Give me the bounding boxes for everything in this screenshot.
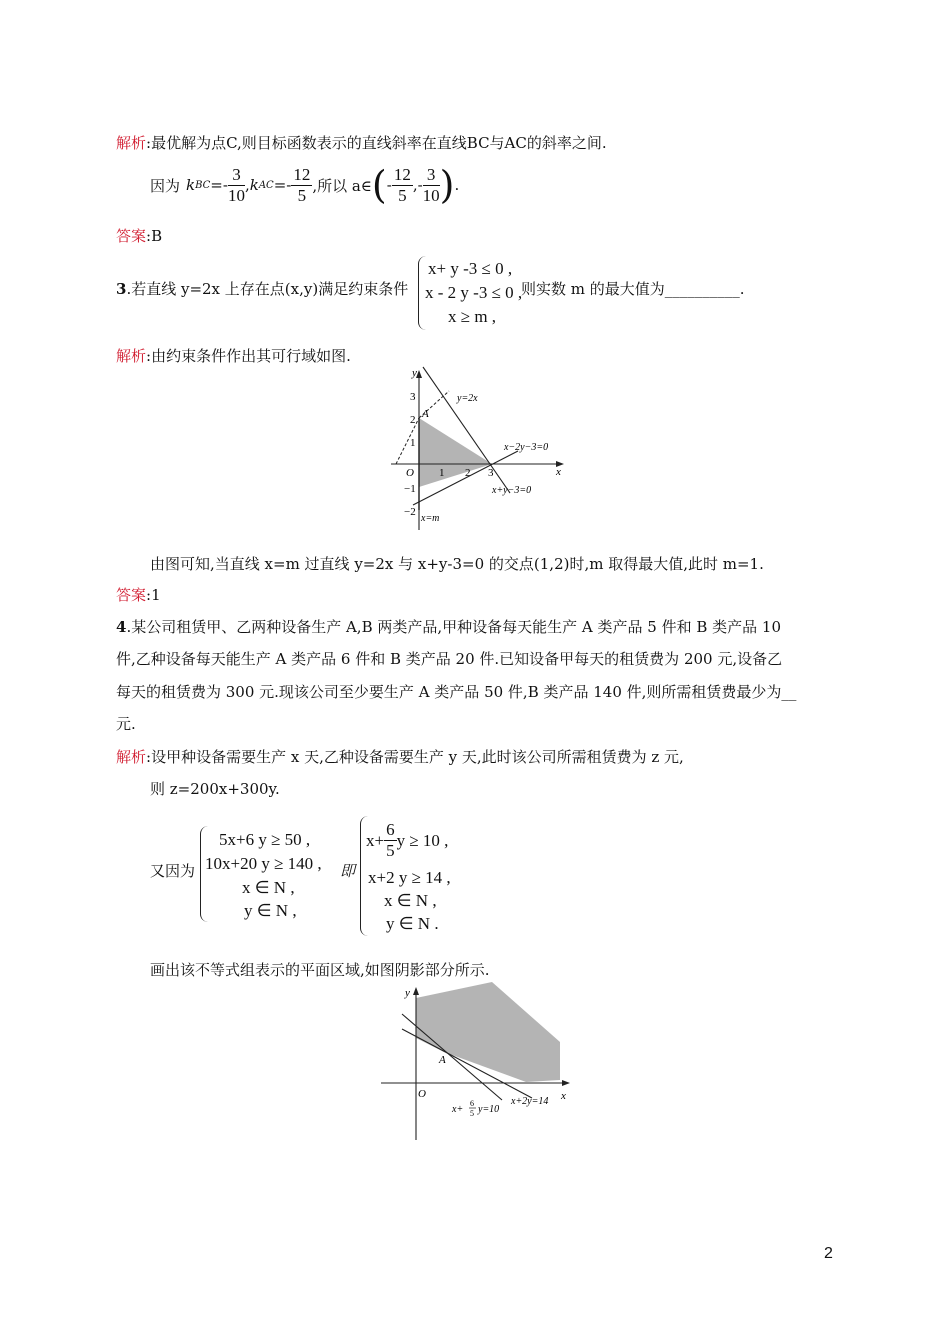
- fraction-numerator: 12: [293, 164, 311, 184]
- x-axis-arrow: [562, 1080, 570, 1086]
- answer-text: :B: [146, 227, 163, 245]
- inequality-right-1: [366, 820, 448, 861]
- question-4-line-2: 件,乙种设备每天能生产 A 类产品 6 件和 B 类产品 20 件.已知设备甲每天的租赁费为 200 元,设备乙: [116, 650, 783, 668]
- question-number: 4: [116, 618, 127, 636]
- analysis-label: 解析: [116, 748, 147, 766]
- analysis-paragraph-4: [116, 746, 684, 767]
- inequality-left-3: x ∈ N ,: [242, 878, 295, 897]
- analysis-text: :设甲种设备需要生产 x 天,乙种设备需要生产 y 天,此时该公司所需租赁费为 z 元,: [146, 748, 684, 766]
- page-number: 2: [824, 1245, 833, 1262]
- y-tick-label: −2: [404, 506, 416, 518]
- inequality-part: x+: [366, 830, 385, 850]
- question-4-line-3: 每天的租赁费为 300 元.现该公司至少要生产 A 类产品 50 件,B 类产品 140 件,则所需租赁费最少为__: [116, 683, 797, 701]
- question-text: 则实数 m 的最大值为: [521, 280, 665, 298]
- origin-label: O: [418, 1088, 426, 1100]
- inequality-left-2: 10x+20 y ≥ 140 ,: [205, 854, 322, 873]
- question-text: .某公司租赁甲、乙两种设备生产 A,B 两类产品,甲种设备每天能生产 A 类产品 5 件和 B 类产品 10: [126, 618, 781, 636]
- namely-text: 即: [340, 862, 356, 880]
- k-symbol: k: [186, 176, 196, 194]
- fraction-denominator: 5: [386, 841, 395, 860]
- equals-minus: =-: [273, 176, 292, 194]
- k-subscript: BC: [195, 179, 211, 191]
- point-a-label: A: [439, 1054, 446, 1066]
- fraction-numerator: 3: [423, 165, 440, 186]
- period: .: [454, 176, 460, 194]
- line-label-part: y=10: [478, 1104, 500, 1115]
- x-tick-label: 3: [488, 467, 494, 479]
- analysis-text: :最优解为点C,则目标函数表示的直线斜率在直线BC与AC的斜率之间.: [146, 134, 607, 152]
- analysis-paragraph-1: [116, 132, 607, 153]
- fraction-numerator: 12: [393, 164, 411, 184]
- cost-function: 则 z=200x+300y.: [150, 780, 280, 798]
- k-symbol: k: [249, 176, 259, 194]
- x-axis-label: x: [561, 1090, 566, 1102]
- fraction-6-5: [384, 820, 397, 861]
- fraction-3-10: [423, 165, 440, 206]
- system-brace-left: [200, 826, 209, 922]
- analysis-label: 解析: [116, 134, 147, 152]
- inequality-left-4: y ∈ N ,: [244, 901, 297, 920]
- fraction-3-10: [228, 165, 245, 206]
- fraction-denominator: 5: [398, 185, 407, 205]
- constraint-2: x - 2 y -3 ≤ 0 ,: [425, 283, 523, 302]
- question-number: 3: [116, 280, 127, 298]
- equals-minus: =-: [210, 176, 228, 194]
- constraint-1: x+ y -3 ≤ 0 ,: [428, 259, 513, 278]
- x-tick-label: 1: [439, 467, 445, 479]
- because-text: 因为: [150, 176, 181, 195]
- question-4-line-4: 元.: [116, 715, 136, 733]
- feasible-region-graph: [388, 365, 568, 533]
- line-label-y-2x: y=2x: [457, 393, 478, 404]
- period: .: [739, 280, 745, 298]
- fraction-denominator: 10: [422, 185, 440, 205]
- line-label-part: x+: [452, 1104, 464, 1115]
- line-label-x-2y: x−2y−3=0: [504, 442, 549, 453]
- line-y-2x-lower: [396, 418, 419, 464]
- right-paren: ): [439, 163, 455, 207]
- answer-blank: __________: [664, 280, 740, 298]
- origin-label: O: [406, 467, 414, 479]
- analysis-label: 解析: [116, 347, 147, 365]
- fraction-denominator: 5: [297, 185, 307, 205]
- y-axis-label: y: [405, 987, 410, 999]
- line-label-numerator: 6: [470, 1099, 474, 1108]
- rental-region-graph: [378, 980, 574, 1142]
- conclusion-paragraph-3: 由图可知,当直线 x=m 过直线 y=2x 与 x+y-3=0 的交点(1,2)时,m 取得最大值,此时 m=1.: [150, 555, 764, 573]
- analysis-paragraph-3: [116, 345, 351, 366]
- answer-3: [116, 584, 161, 605]
- draw-region-text: 画出该不等式组表示的平面区域,如图阴影部分所示.: [150, 961, 490, 979]
- x-axis-label: x: [556, 466, 561, 478]
- point-a-label: A: [422, 408, 429, 420]
- k-subscript: AC: [258, 179, 274, 191]
- question-3-text: [116, 278, 408, 299]
- question-4-line-1: [116, 616, 781, 637]
- question-text: .若直线 y=2x 上存在点(x,y)满足约束条件: [126, 280, 409, 298]
- feasible-region: [419, 418, 492, 487]
- y-tick-label: 1: [410, 437, 416, 449]
- analysis-text: :由约束条件作出其可行域如图.: [146, 347, 351, 365]
- y-axis-arrow: [413, 987, 419, 995]
- line-label-x-plus-y: x+y−3=0: [492, 485, 532, 496]
- y-axis-label: y: [412, 367, 417, 379]
- y-axis-arrow: [416, 370, 422, 378]
- inequality-right-3: x ∈ N ,: [384, 891, 437, 910]
- left-paren: (: [371, 163, 387, 207]
- answer-label: 答案: [116, 586, 147, 604]
- constraint-3: x ≥ m ,: [448, 307, 497, 326]
- fraction-numerator: 3: [228, 165, 245, 186]
- answer-text: :1: [146, 586, 161, 604]
- line-label-x-2y-14: x+2y=14: [511, 1096, 549, 1107]
- fraction-numerator: 6: [386, 820, 395, 839]
- question-3-tail: [521, 278, 745, 299]
- fraction-12-5: [392, 165, 413, 206]
- answer-label: 答案: [116, 227, 147, 245]
- line-label-x-m: x=m: [421, 513, 440, 524]
- shaded-region: [416, 982, 560, 1082]
- y-tick-label: 2: [410, 414, 416, 426]
- inequality-left-1: 5x+6 y ≥ 50 ,: [219, 830, 311, 849]
- inequality-part: y ≥ 10 ,: [396, 830, 449, 850]
- inequality-right-2: x+2 y ≥ 14 ,: [368, 868, 451, 887]
- therefore-text: ,所以 a∈: [312, 176, 372, 195]
- because-text: 又因为: [150, 862, 196, 880]
- y-tick-label: 3: [410, 391, 416, 403]
- fraction-denominator: 10: [227, 185, 245, 205]
- fraction-12-5: [291, 165, 312, 206]
- y-tick-label: −1: [404, 483, 416, 495]
- answer-1: [116, 225, 162, 246]
- line-label-denominator: 5: [470, 1109, 474, 1118]
- inequality-right-4: y ∈ N .: [386, 914, 439, 933]
- slope-paragraph: 因为 k BC =- $\frac{3}{10}$ , k AC =- $\frac{12}{5}$ ,所以 a∈ ( - $\frac{12}{5}$ ,- $\frac{3}{10}$ ) .: [150, 163, 460, 207]
- x-tick-label: 2: [465, 467, 471, 479]
